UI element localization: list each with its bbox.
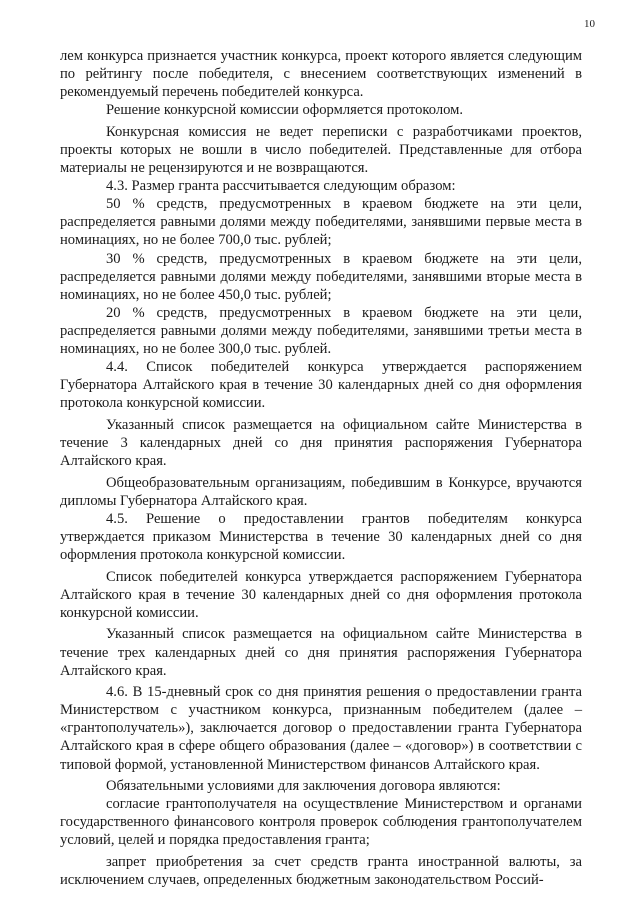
paragraph-conditions-heading: Обязательными условиями для заключения договора являются:: [106, 778, 501, 795]
paragraph-list-published: Указанный список размещается на официальном сайте Министерства в течение 3 календарных дней со дня принятия распоряжения Губернатора Алтайского края.: [60, 416, 582, 470]
paragraph-currency-ban: запрет приобретения за счет средств гранта иностранной валюты, за исключением случаев, определенных бюджетным законодательством Россий-: [60, 854, 582, 889]
paragraph-commission: Конкурсная комиссия не ведет переписки с разработчиками проектов, проекты которых не вошли в число победителей. Представленные для отбора материалы не рецензируются и не возвращаются.: [60, 123, 582, 177]
page-number: 10: [584, 18, 595, 30]
paragraph-4-5: 4.5. Решение о предоставлении грантов победителям конкурса утверждается приказом Министерства в течение 30 календарных дней со дня оформления протокола конкурсной комиссии.: [60, 510, 582, 564]
paragraph-continuation: лем конкурса признается участник конкурса, проект которого является следующим по рейтингу после победителя, с внесением соответствующих изменений в рекомендуемый перечень победителей конкурса.: [60, 48, 582, 101]
paragraph-first-places: 50 % средств, предусмотренных в краевом бюджете на эти цели, распределяется равными долями между победителями, занявшими первые места в номинациях, но не более 700,0 тыс. рублей;: [60, 196, 582, 249]
paragraph-third-places: 20 % средств, предусмотренных в краевом бюджете на эти цели, распределяется равными долями между победителями, занявшими третьи места в номинациях, но не более 300,0 тыс. рублей.: [60, 304, 582, 357]
document-body: [60, 47, 582, 889]
paragraph-consent: согласие грантополучателя на осуществление Министерством и органами государственного финансового контроля проверок соблюдения грантополучателем условий, целей и порядка предоставления гранта;: [60, 796, 582, 849]
paragraph-list-approved: Список победителей конкурса утверждается распоряжением Губернатора Алтайского края в течение 30 календарных дней со дня оформления протокола конкурсной комиссии.: [60, 568, 582, 621]
paragraph-list-published-3-days: Указанный список размещается на официальном сайте Министерства в течение трех календарных дней со дня принятия распоряжения Губернатора Алтайского края.: [60, 626, 582, 679]
paragraph-protocol: Решение конкурсной комиссии оформляется протоколом.: [106, 102, 464, 119]
paragraph-second-places: 30 % средств, предусмотренных в краевом бюджете на эти цели, распределяется равными долями между победителями, занявшими вторые места в номинациях, но не более 450,0 тыс. рублей;: [60, 250, 582, 303]
paragraph-diplomas: Общеобразовательным организациям, победившим в Конкурсе, вручаются дипломы Губернатора Алтайского края.: [60, 474, 582, 509]
paragraph-4-4: 4.4. Список победителей конкурса утверждается распоряжением Губернатора Алтайского края в течение 30 календарных дней со дня оформления протокола конкурсной комиссии.: [60, 359, 582, 412]
paragraph-4-3-heading: 4.3. Размер гранта рассчитывается следующим образом:: [106, 178, 456, 195]
paragraph-4-6: 4.6. В 15-дневный срок со дня принятия решения о предоставлении гранта Министерством с участником конкурса, признанным победителем (далее – «грантополучатель»), заключается договор о предоставлении гранта Губернатора Алтайского края в сфере общего образования (далее – «договор») в соответствии с типовой формой, установленной Министерством финансов Алтайского края.: [60, 684, 582, 773]
